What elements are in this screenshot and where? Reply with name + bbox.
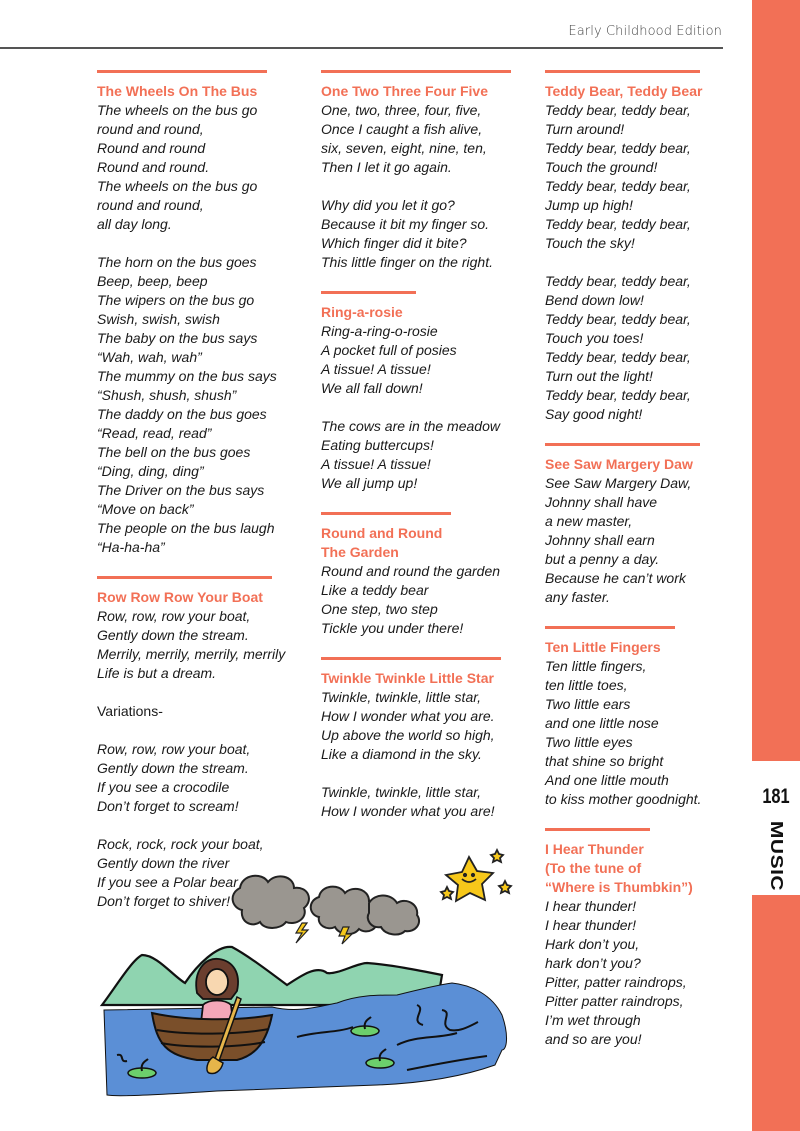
lyric-line: Gently down the stream. <box>97 627 249 643</box>
lyric-line: six, seven, eight, nine, ten, <box>321 140 487 156</box>
smiling-star-icon <box>441 850 511 901</box>
lyric-line: Johnny shall have <box>545 494 658 510</box>
lyric-line: Say good night! <box>545 406 643 422</box>
lyric-line: The people on the bus laugh <box>97 520 275 536</box>
lyric-line: Up above the world so high, <box>321 727 495 743</box>
lyric-line: Life is but a dream. <box>97 665 217 681</box>
lyric-line: The wheels on the bus go <box>97 102 258 118</box>
rowing-boat-illustration <box>97 845 537 1105</box>
song <box>545 626 745 809</box>
lyric-line: a new master, <box>545 513 633 529</box>
lyric-line: Touch you toes! <box>545 330 644 346</box>
lyric-line: Teddy bear, teddy bear, <box>545 387 691 403</box>
storm-cloud-icon <box>233 876 419 935</box>
song <box>545 70 745 424</box>
lyric-line: Which finger did it bite? <box>321 235 467 251</box>
lyric-line: Beep, beep, beep <box>97 273 208 289</box>
lyric-line: The baby on the bus says <box>97 330 258 346</box>
lyric-line: If you see a crocodile <box>97 779 230 795</box>
lyric-line: Because it bit my finger so. <box>321 216 490 232</box>
lyric-line: Hark don’t you, <box>545 936 640 952</box>
lyric-line: How I wonder what you are. <box>321 708 495 724</box>
lyric-line: Round and round <box>97 140 206 156</box>
lyric-line: Ten little fingers, <box>545 658 647 674</box>
lyric-line: Bend down low! <box>545 292 644 308</box>
song-title: Row Row Row Your Boat <box>97 589 263 605</box>
stanza-break <box>321 398 536 417</box>
lyric-line: We all jump up! <box>321 475 418 491</box>
lyric-line: “Shush, shush, shush” <box>97 387 237 403</box>
lyric-line: Why did you let it go? <box>321 197 455 213</box>
song-title-rule <box>545 443 700 446</box>
lyric-line: Teddy bear, teddy bear, <box>545 311 691 327</box>
lyric-line: Two little eyes <box>545 734 633 750</box>
song-title: Round and Round The Garden <box>321 525 443 560</box>
lyric-line: I hear thunder! <box>545 917 637 933</box>
lyric-line: Teddy bear, teddy bear, <box>545 102 691 118</box>
column-2 <box>321 70 536 840</box>
lyric-line: A pocket full of posies <box>321 342 457 358</box>
lyric-line: This little finger on the right. <box>321 254 493 270</box>
lyric-line: Pitter, patter raindrops, <box>545 974 687 990</box>
song-title-rule <box>545 626 675 629</box>
song <box>321 657 536 821</box>
lyric-line: Two little ears <box>545 696 631 712</box>
song-title: The Wheels On The Bus <box>97 83 258 99</box>
lyric-line: to kiss mother goodnight. <box>545 791 702 807</box>
stanza-break <box>97 234 312 253</box>
lyric-line: If you see a Polar bear <box>97 874 238 890</box>
lyric-line: The wipers on the bus go <box>97 292 255 308</box>
song-title: Ring-a-rosie <box>321 304 403 320</box>
section-label: MUSIC <box>766 820 787 892</box>
lyric-line: Johnny shall earn <box>545 532 655 548</box>
lyric-line: Teddy bear, teddy bear, <box>545 273 691 289</box>
lyric-line: “Move on back” <box>97 501 194 517</box>
song-title: One Two Three Four Five <box>321 83 488 99</box>
stanza-break <box>97 721 312 740</box>
lyric-line: and one little nose <box>545 715 659 731</box>
lyric-line: Touch the sky! <box>545 235 635 251</box>
song-title-rule <box>321 657 501 660</box>
lyric-line: Teddy bear, teddy bear, <box>545 140 691 156</box>
lyric-line: “Read, read, read” <box>97 425 212 441</box>
stanza-break <box>97 683 312 702</box>
lyric-line: Gently down the river <box>97 855 230 871</box>
column-1 <box>97 70 312 930</box>
song <box>545 828 745 1049</box>
lyric-line: The daddy on the bus goes <box>97 406 267 422</box>
song-title: Teddy Bear, Teddy Bear <box>545 83 703 99</box>
lyric-line: Swish, swish, swish <box>97 311 220 327</box>
lyric-line: Turn around! <box>545 121 625 137</box>
lyric-line: Like a diamond in the sky. <box>321 746 482 762</box>
lyric-line: Variations- <box>97 703 163 719</box>
lyric-line: Pitter patter raindrops, <box>545 993 684 1009</box>
stanza-break <box>321 177 536 196</box>
song-title-rule <box>97 576 272 579</box>
page-number: 181 <box>762 785 790 808</box>
lyric-line: ten little toes, <box>545 677 628 693</box>
lyric-line: Turn out the light! <box>545 368 653 384</box>
song-title-rule <box>545 828 650 831</box>
lyric-line: The wheels on the bus go <box>97 178 258 194</box>
song-title-rule <box>321 291 416 294</box>
sidebar-tab-bottom <box>752 895 800 1131</box>
lyric-line: Round and round the garden <box>321 563 501 579</box>
lyric-line: Ring-a-ring-o-rosie <box>321 323 438 339</box>
lyric-line: Twinkle, twinkle, little star, <box>321 689 482 705</box>
song-title-rule <box>545 70 700 73</box>
lyric-line: The mummy on the bus says <box>97 368 277 384</box>
lyric-line: The Driver on the bus says <box>97 482 265 498</box>
lyric-line: Tickle you under there! <box>321 620 464 636</box>
lyric-line: Row, row, row your boat, <box>97 741 251 757</box>
lyric-line: The cows are in the meadow <box>321 418 500 434</box>
lyric-line: hark don’t you? <box>545 955 641 971</box>
lyric-line: “Wah, wah, wah” <box>97 349 202 365</box>
song-title-rule <box>321 70 511 73</box>
lyric-line: Eating buttercups! <box>321 437 434 453</box>
lyric-line: Round and round. <box>97 159 210 175</box>
song-title-rule <box>97 70 267 73</box>
song-title-rule <box>321 512 451 515</box>
song <box>321 70 536 272</box>
stanza-break <box>97 816 312 835</box>
song <box>545 443 745 607</box>
lyric-line: Touch the ground! <box>545 159 658 175</box>
lyric-line: Don’t forget to scream! <box>97 798 239 814</box>
lyric-line: any faster. <box>545 589 610 605</box>
song <box>321 291 536 493</box>
lyric-line: “Ding, ding, ding” <box>97 463 204 479</box>
song-title: Twinkle Twinkle Little Star <box>321 670 494 686</box>
lyric-line: Teddy bear, teddy bear, <box>545 349 691 365</box>
lyric-line: that shine so bright <box>545 753 664 769</box>
lyric-line: A tissue! A tissue! <box>321 361 431 377</box>
lyric-line: And one little mouth <box>545 772 669 788</box>
lyric-line: See Saw Margery Daw, <box>545 475 692 491</box>
lyric-line: Merrily, merrily, merrily, merrily <box>97 646 286 662</box>
song-title: I Hear Thunder (To the tune of “Where is Thumbkin”) <box>545 841 693 895</box>
lyric-line: A tissue! A tissue! <box>321 456 431 472</box>
lyric-line: One step, two step <box>321 601 438 617</box>
lyric-line: round and round, <box>97 197 204 213</box>
lyric-line: Once I caught a fish alive, <box>321 121 483 137</box>
lyric-line: Rock, rock, rock your boat, <box>97 836 264 852</box>
lyric-line: I hear thunder! <box>545 898 637 914</box>
lyric-line: Don’t forget to shiver! <box>97 893 231 909</box>
song <box>321 512 536 638</box>
lyric-line: Twinkle, twinkle, little star, <box>321 784 482 800</box>
lyric-line: and so are you! <box>545 1031 642 1047</box>
lyric-line: Gently down the stream. <box>97 760 249 776</box>
lyric-line: Jump up high! <box>545 197 633 213</box>
lyric-line: How I wonder what you are! <box>321 803 495 819</box>
lyric-line: Then I let it go again. <box>321 159 452 175</box>
stanza-break <box>321 764 536 783</box>
header-rule <box>0 47 723 49</box>
column-3 <box>545 70 745 1068</box>
lyric-line: Row, row, row your boat, <box>97 608 251 624</box>
stanza-break <box>545 253 745 272</box>
header-title: Early Childhood Edition <box>568 24 722 39</box>
lyric-line: Because he can’t work <box>545 570 686 586</box>
lyric-line: The horn on the bus goes <box>97 254 257 270</box>
lyric-line: Teddy bear, teddy bear, <box>545 216 691 232</box>
sidebar-tab-top <box>752 0 800 761</box>
lyric-line: round and round, <box>97 121 204 137</box>
song <box>97 70 312 557</box>
lyric-line: all day long. <box>97 216 172 232</box>
lyric-line: The bell on the bus goes <box>97 444 251 460</box>
lyric-line: “Ha-ha-ha” <box>97 539 165 555</box>
song-title: See Saw Margery Daw <box>545 456 693 472</box>
lyric-line: Like a teddy bear <box>321 582 429 598</box>
lyric-line: One, two, three, four, five, <box>321 102 482 118</box>
lyric-line: I’m wet through <box>545 1012 641 1028</box>
lyric-line: Teddy bear, teddy bear, <box>545 178 691 194</box>
song-title: Ten Little Fingers <box>545 639 661 655</box>
lyric-line: We all fall down! <box>321 380 423 396</box>
lyric-line: but a penny a day. <box>545 551 660 567</box>
